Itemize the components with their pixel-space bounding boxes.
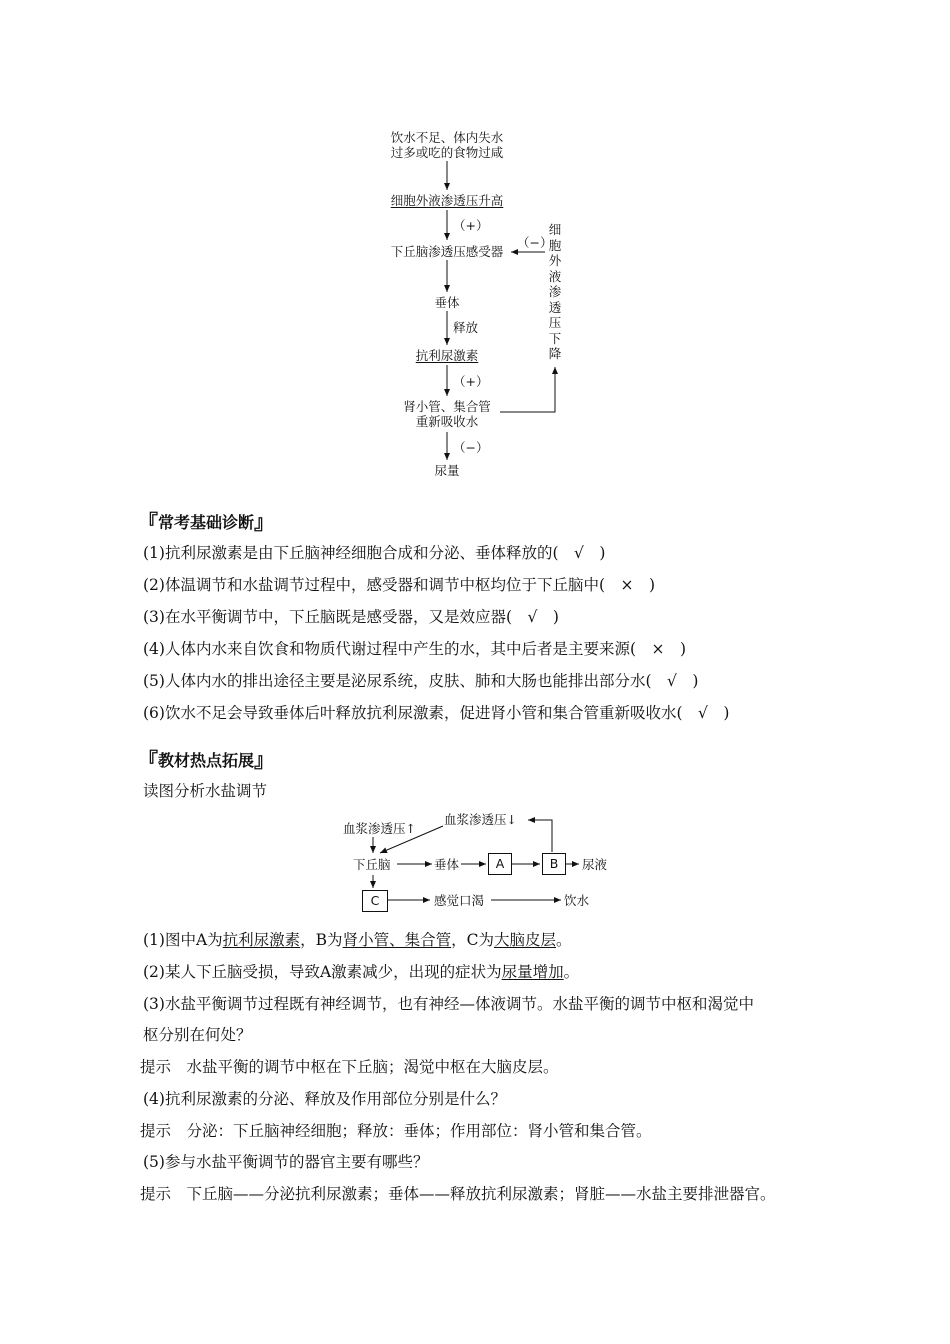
hint-label: 提示 xyxy=(140,1058,172,1076)
vchar: 透 xyxy=(548,299,562,315)
hint-4-text: 分泌：下丘脑神经细胞；释放：垂体；作用部位：肾小管和集合管。 xyxy=(186,1122,652,1140)
down-arrow-icon: ↓ xyxy=(506,812,517,827)
q2-answer: 尿量增加 xyxy=(501,963,564,981)
bracket-open: 『 xyxy=(138,748,158,772)
flow-release: 释放 xyxy=(453,320,479,335)
q1-mid2: ，C为 xyxy=(451,931,494,949)
flow-minus-feedback: （−） xyxy=(517,235,553,250)
vchar: 降 xyxy=(548,346,562,361)
flow-urine: 尿量 xyxy=(434,463,460,478)
drink-label: 饮水 xyxy=(564,893,590,908)
box-b: B xyxy=(542,853,566,875)
up-arrow-icon: ↑ xyxy=(405,821,416,836)
section-title: 教材热点拓展 xyxy=(158,751,255,770)
q1-prefix: (1)图中A为 xyxy=(143,931,223,949)
section-title: 常考基础诊断 xyxy=(158,513,255,532)
flow-plus-sign-1: （+） xyxy=(453,218,489,233)
flow-receptor: 下丘脑渗透压感受器 xyxy=(390,244,504,259)
plasma-osmotic-up xyxy=(343,821,416,836)
diagnosis-item-2: (2)体温调节和水盐调节过程中，感受器和调节中枢均位于下丘脑中( × ) xyxy=(143,576,656,594)
q1-answer-b: 肾小管、集合管 xyxy=(342,931,452,949)
question-5: (5)参与水盐平衡调节的器官主要有哪些？ xyxy=(143,1153,429,1171)
question-1 xyxy=(143,928,571,950)
hint-3-text: 水盐平衡的调节中枢在下丘脑；渴觉中枢在大脑皮层。 xyxy=(186,1058,559,1076)
hypothalamus-label: 下丘脑 xyxy=(353,857,391,872)
hint-3 xyxy=(140,1055,559,1077)
question-3-line1: (3)水盐平衡调节过程既有神经调节，也有神经—体液调节。水盐平衡的调节中枢和渴觉中 xyxy=(143,995,754,1013)
q1-end: 。 xyxy=(555,931,572,949)
flow-pituitary: 垂体 xyxy=(434,295,460,310)
plasma-down-label: 血浆渗透压 xyxy=(444,812,507,827)
diagnosis-item-1: (1)抗利尿激素是由下丘脑神经细胞合成和分泌、垂体释放的( √ ) xyxy=(143,544,606,562)
flow-tubule-line1: 肾小管、集合管 xyxy=(403,399,491,414)
hint-5 xyxy=(140,1182,776,1204)
q1-mid1: ，B为 xyxy=(300,931,343,949)
box-c: C xyxy=(362,890,388,912)
question-2 xyxy=(143,960,579,982)
diagnosis-item-6: (6)饮水不足会导致垂体后叶释放抗利尿激素，促进肾小管和集合管重新吸收水( √ ) xyxy=(143,704,730,722)
q2-prefix: (2)某人下丘脑受损，导致A激素减少，出现的症状为 xyxy=(143,963,502,981)
pituitary-label: 垂体 xyxy=(434,857,460,872)
vchar: 胞 xyxy=(548,237,562,253)
q1-answer-a: 抗利尿激素 xyxy=(222,931,301,949)
flow-plus-sign-2: （+） xyxy=(453,374,489,389)
flow-start-line1: 饮水不足、体内失水 xyxy=(390,130,504,145)
vchar: 渗 xyxy=(548,284,562,299)
vchar: 细 xyxy=(548,222,562,237)
diagnosis-item-3: (3)在水平衡调节中，下丘脑既是感受器，又是效应器( √ ) xyxy=(143,608,559,626)
flow-minus-sign-2: （−） xyxy=(453,440,489,455)
flow-osmotic-rise: 细胞外液渗透压升高 xyxy=(390,193,504,208)
bracket-close: 』 xyxy=(254,510,275,534)
flow-adh: 抗利尿激素 xyxy=(415,348,479,363)
hint-5-text: 下丘脑——分泌抗利尿激素；垂体——释放抗利尿激素；肾脏——水盐主要排泄器官。 xyxy=(186,1185,776,1203)
flow-start-line2: 过多或吃的食物过咸 xyxy=(390,145,504,160)
hint-label: 提示 xyxy=(140,1185,172,1203)
plasma-osmotic-down xyxy=(444,812,517,827)
question-3-line2: 枢分别在何处？ xyxy=(143,1026,252,1044)
vchar: 压 xyxy=(548,315,562,330)
q2-end: 。 xyxy=(563,963,580,981)
bracket-close: 』 xyxy=(254,748,275,772)
box-a: A xyxy=(488,853,512,875)
flow-tubule-line2: 重新吸收水 xyxy=(415,414,479,429)
question-4: (4)抗利尿激素的分泌、释放及作用部位分别是什么？ xyxy=(143,1090,506,1108)
section2-intro: 读图分析水盐调节 xyxy=(143,782,268,800)
diagnosis-item-4: (4)人体内水来自饮食和物质代谢过程中产生的水，其中后者是主要来源( × ) xyxy=(143,640,687,658)
vchar: 外 xyxy=(548,253,562,268)
plasma-up-label: 血浆渗透压 xyxy=(343,821,406,836)
hint-label: 提示 xyxy=(140,1122,172,1140)
vchar: 下 xyxy=(548,330,562,346)
q1-answer-c: 大脑皮层 xyxy=(493,931,556,949)
thirst-label: 感觉口渴 xyxy=(434,893,485,908)
hint-4 xyxy=(140,1119,652,1141)
vchar: 液 xyxy=(548,268,562,284)
bracket-open: 『 xyxy=(138,510,158,534)
diagnosis-item-5: (5)人体内水的排出途径主要是泌尿系统，皮肤、肺和大肠也能排出部分水( √ ) xyxy=(143,672,699,690)
urine-label: 尿液 xyxy=(582,857,608,872)
